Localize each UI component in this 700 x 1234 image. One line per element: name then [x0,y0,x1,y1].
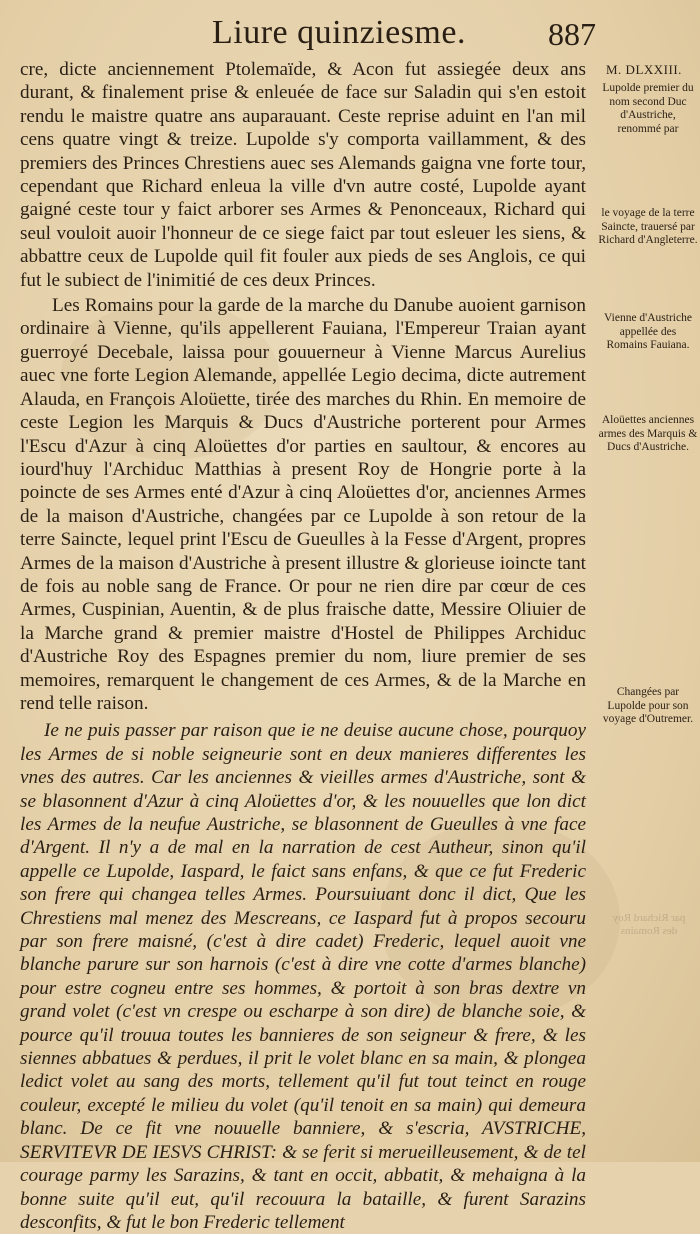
margin-note: Changées par Lupolde pour son voyage d'Outremer. [602,686,694,725]
margin-note: le voyage de la terre Saincte, trauersé par Richard d'Angleterre. [598,207,698,246]
margin-note: Lupolde premier du nom second Duc d'Austriche, renommé par [602,82,694,135]
running-title: Liure quinziesme. [212,14,466,51]
main-text [20,58,586,1234]
margin-note: Aloüettes anciennes armes des Marquis & Ducs d'Austriche. [598,414,698,453]
bleed-through-text: par Richard Roy des Romains [612,912,686,937]
page-number: 887 [548,16,596,52]
margin-year: M. DLXXIII. [606,62,682,77]
paragraph: Les Romains pour la garde de la marche du Danube auoient garnison ordinaire à Vienne, qu'ils appellerent Fauiana, l'Empereur Traian ayant guerroyé Decebale, laissa pour gouuerneur à Vienne Marcus Aurelius auec vne forte Legion Alemande, appellée Legio decima, dicte autrement Alauda, en François Aloüette, tirée des marches du Rhin. En memoire de ceste Legion les Marquis & Ducs d'Austriche porterent pour Armes l'Escu d'Azur à cinq Aloüettes d'or parties en saultour, & encores au iourd'huy l'Archiduc Matthias à present Roy de Hongrie porte à la poincte de ses Armes enté d'Azur à cinq Aloüettes d'or, anciennes Armes de la maison d'Austriche, changées par ce Lupolde à son retour de la terre Saincte, lequel print l'Escu de Gueulles à la Fesse d'Argent, propres Armes de la maison d'Austriche à present illustre & glorieuse ioincte tant de fois au noble sang de France. Or pour ne rien dire par cœur de ces Armes, Cuspinian, Auentin, & de plus fraische datte, Messire Oliuier de la Marche grand & premier maistre d'Hostel de Philippes Archiduc d'Austriche Roy des Espagnes premier du nom, liure premier de ses memoires, remarquent le changement de ces Armes, & de la Marche en rend telle raison. [20,295,586,714]
paragraph: cre, dicte anciennement Ptolemaïde, & Acon fut assiegée deux ans durant, & finalement prise & enleuée de face sur Saladin qui s'en estoit rendu le maistre quatre ans auparauant. Ceste reprise aduint en l'an mil cens quatre vingt & treize. Lupolde s'y comporta vaillamment, & des premiers des Princes Chrestiens auec ses Alemands gaigna vne forte tour, cependant que Richard enleua la ville d'vn autre costé, Lupolde ayant gaigné ceste tour y faict arborer ses Armes & Penonceaux, Richard qui seul vouloit auoir l'honneur de ce siege faict par tout esleuer les siens, & abbattre ceux de Lupolde quil fit fouler aux pieds de ses Anglois, ce qui fut le subiect de l'inimitié de ces deux Princes. [20,59,586,291]
margin-note: Vienne d'Austriche appellée des Romains Fauiana. [604,312,692,351]
quoted-paragraph: Ie ne puis passer par raison que ie ne deuise aucune chose, pourquoy les Armes de si noble seigneurie sont en deux manieres differentes les vnes des autres. Car les anciennes & vieilles armes d'Austriche, sont & se blasonnent d'Azur à cinq Aloüettes d'or, & les nouuelles que lon dict les Armes de la neufue Austriche, se blasonnent de Gueulles à vne face d'Argent. Il n'y a de mal en la narration de cest Autheur, sinon qu'il appelle ce Lupolde, Iaspard, le faict sans enfans, & que ce fut Frederic son frere qui changea telles Armes. Poursuiuant donc il dict, Que les Chrestiens mal menez des Mescreans, ce Iaspard fut à propos secouru par son frere maisné, (c'est à dire cadet) Frederic, lequel auoit vne blanche parure sur son harnois (c'est à dire vne cotte d'armes blanche) pour estre cogneu entre ses hommes, & portoit à son bras dextre vn grand volet (c'est vn crespe ou escharpe à son dire) de blanche soie, & pource qu'il trouua toutes les bannieres de son seigneur & frere, & les siennes abbatues & perdues, il prit le volet blanc en sa main, & plongea ledict volet au sang des morts, tellement qu'il fut tout teinct en rouge couleur, excepté le milieu du volet (qu'il tenoit en sa main) qui demeura blanc. De ce fit vne nouuelle banniere, & s'escria, AVSTRICHE, SERVITEVR DE IESVS CHRIST: & se ferit si merueilleusement, & de tel courage parmy les Sarazins, & tant en occit, abbatit, & mehaigna à la bonne suite qu'il eut, qu'il recouura la bataille, & furent Sarazins desconfits, & fut le bon Frederic tellement [20,720,586,1233]
page-header [0,14,700,58]
